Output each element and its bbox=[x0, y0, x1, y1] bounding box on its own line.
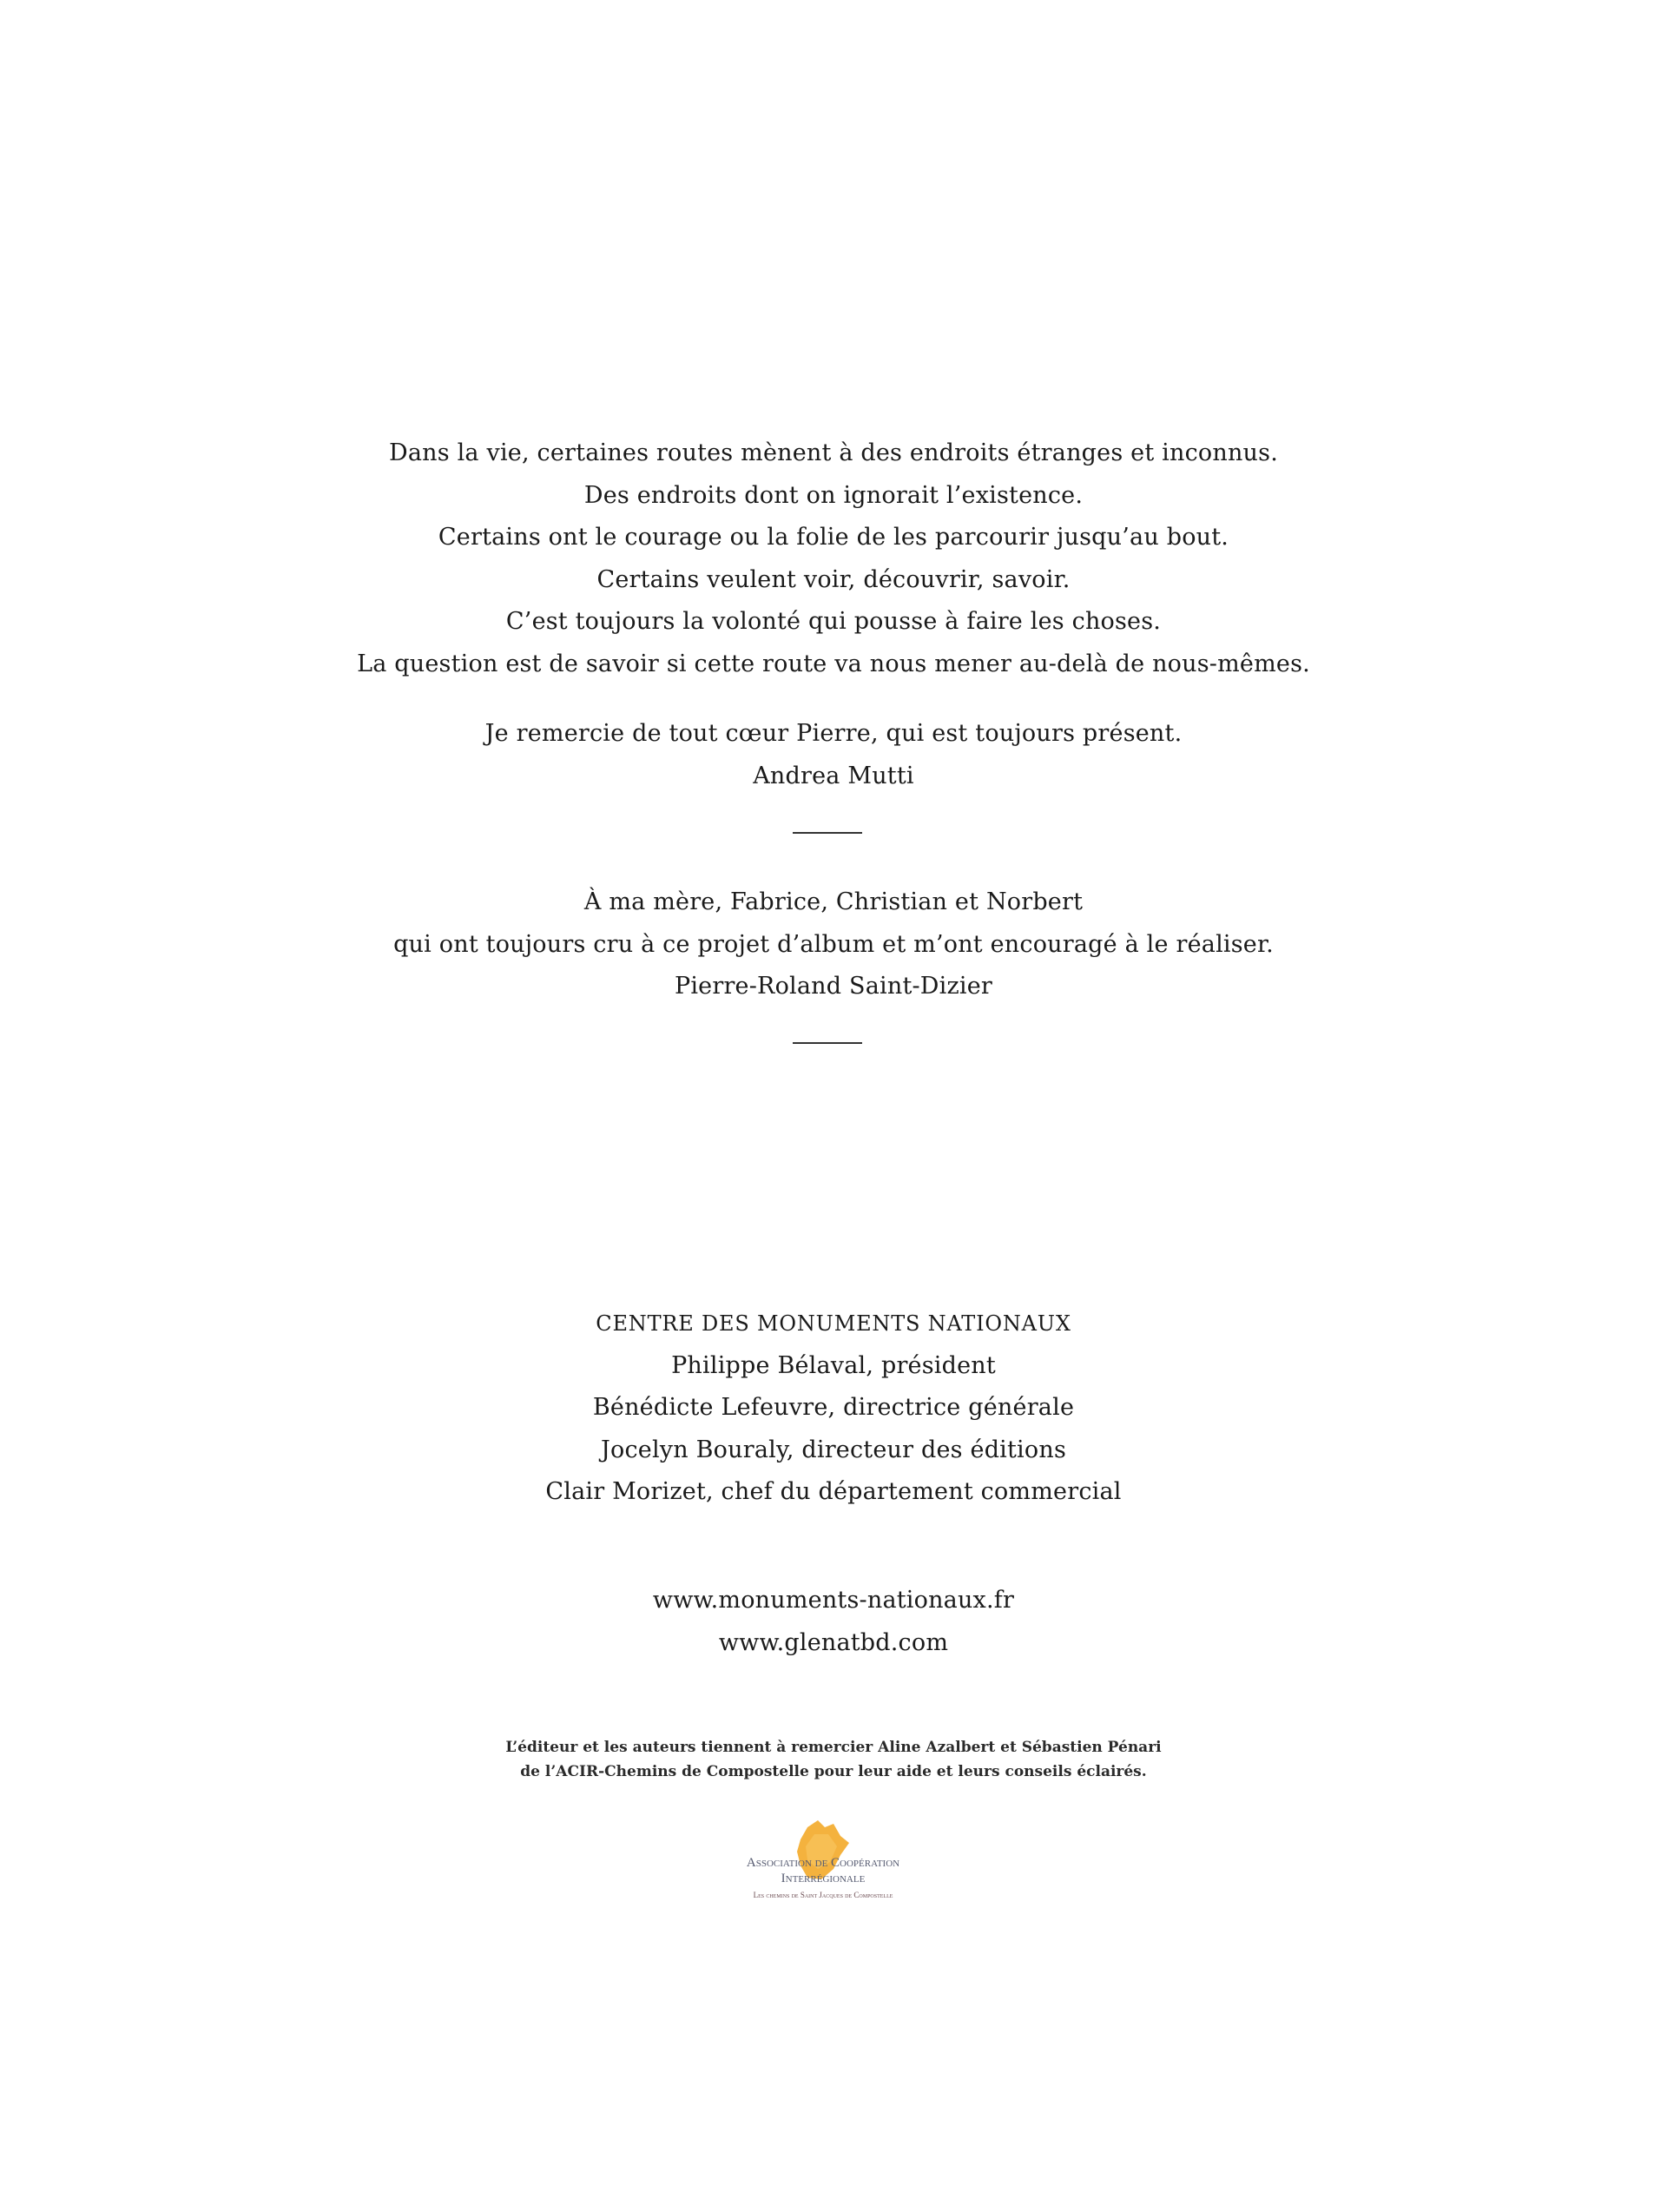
acknowledgement-line: de l’ACIR-Chemins de Compostelle pour leur aide et leurs conseils éclairés. bbox=[520, 1763, 1147, 1780]
divider bbox=[793, 1042, 862, 1044]
poem-line: Certains veulent voir, découvrir, savoir. bbox=[596, 565, 1071, 593]
websites bbox=[0, 1580, 1667, 1664]
credit-line: Jocelyn Bouraly, directeur des éditions bbox=[600, 1436, 1066, 1463]
logo-line: Interrégionale bbox=[781, 1872, 866, 1885]
dedication-pierre bbox=[0, 881, 1667, 1008]
acir-logo bbox=[710, 1817, 936, 1912]
dedication-line: qui ont toujours cru à ce projet d’album et m’ont encouragé à le réaliser. bbox=[393, 930, 1274, 958]
website-link[interactable]: www.glenatbd.com bbox=[718, 1628, 949, 1656]
credit-line: Philippe Bélaval, président bbox=[671, 1351, 996, 1379]
poem-line: Certains ont le courage ou la folie de les parcourir jusqu’au bout. bbox=[438, 524, 1229, 551]
organization-name: CENTRE DES MONUMENTS NATIONAUX bbox=[596, 1311, 1071, 1336]
credit-line: Bénédicte Lefeuvre, directrice générale bbox=[592, 1394, 1075, 1421]
logo-line: Association de Coopération bbox=[746, 1856, 900, 1870]
poem-line: C’est toujours la volonté qui pousse à faire les choses. bbox=[505, 608, 1162, 635]
dedication-andrea bbox=[0, 432, 1667, 685]
credit-line: Clair Morizet, chef du département commercial bbox=[545, 1478, 1122, 1505]
poem-line: Dans la vie, certaines routes mènent à des endroits étranges et inconnus. bbox=[389, 439, 1278, 466]
credits bbox=[0, 1303, 1667, 1514]
logo-line: Les chemins de Saint Jacques de Compostelle bbox=[753, 1891, 893, 1899]
dedication-andrea-thanks bbox=[0, 713, 1667, 797]
dedication-line: À ma mère, Fabrice, Christian et Norbert bbox=[583, 888, 1084, 915]
poem-line: Des endroits dont on ignorait l’existence. bbox=[583, 481, 1084, 509]
website-link[interactable]: www.monuments-nationaux.fr bbox=[652, 1587, 1015, 1614]
divider bbox=[793, 832, 862, 834]
signature-andrea: Andrea Mutti bbox=[753, 762, 914, 789]
thanks-line: Je remercie de tout cœur Pierre, qui est toujours présent. bbox=[484, 720, 1183, 747]
acknowledgement bbox=[0, 1735, 1667, 1784]
poem-line: La question est de savoir si cette route va nous mener au-delà de nous-mêmes. bbox=[357, 650, 1310, 677]
acknowledgement-line: L’éditeur et les auteurs tiennent à remercier Aline Azalbert et Sébastien Pénari bbox=[505, 1739, 1162, 1756]
signature-pierre: Pierre-Roland Saint-Dizier bbox=[674, 973, 993, 1000]
